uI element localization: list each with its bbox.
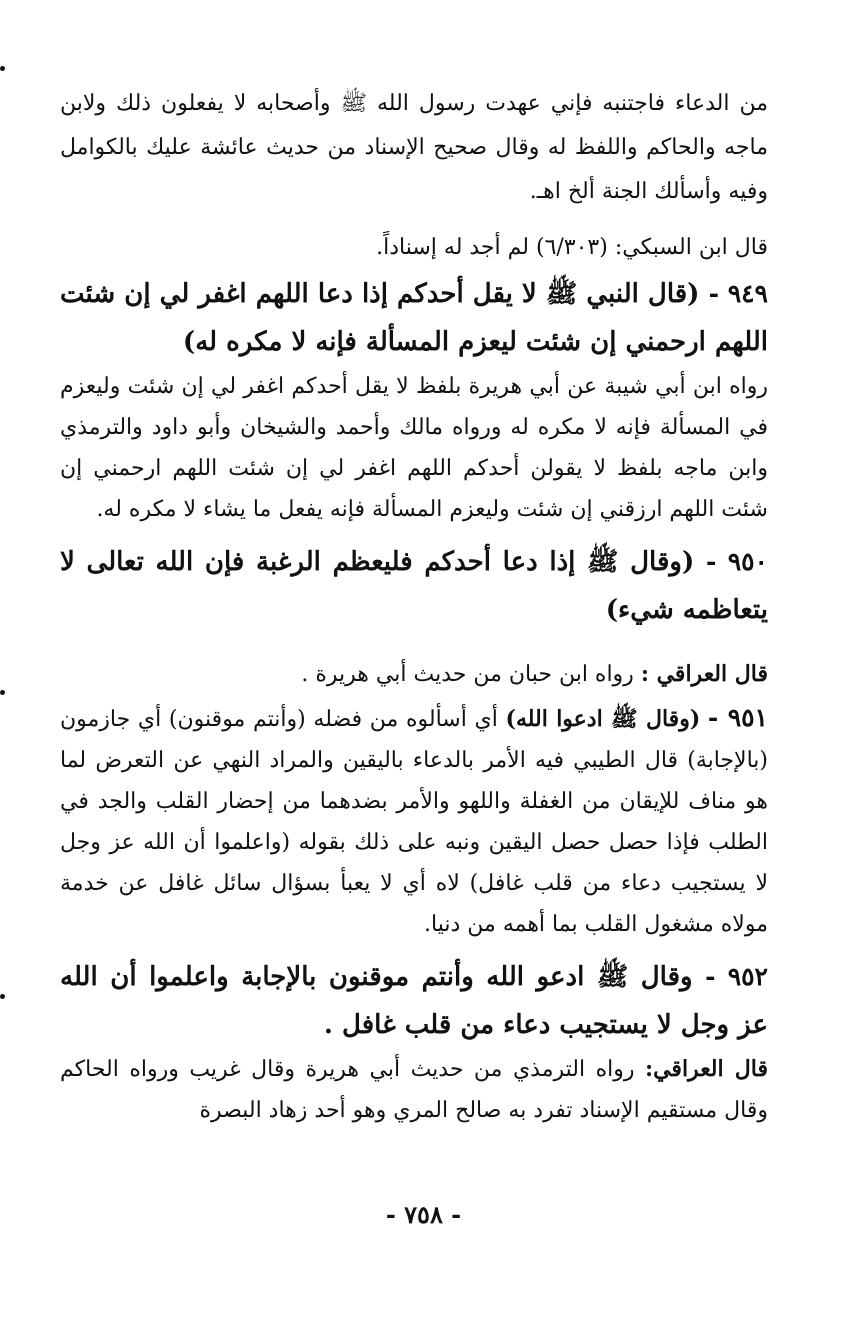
hadith-951-number: ٩٥١ - — [707, 703, 768, 732]
subki-text: (٦/٣٠٣) لم أجد له إسناداً. — [376, 235, 608, 260]
hadith-950-text: (وقال ﷺ إذا دعا أحدكم فليعظم الرغبة فإن الله تعالى لا يتعاظمه شيء) — [60, 547, 768, 625]
hadith-952-number: ٩٥٢ - — [705, 962, 768, 991]
iraqi-950-note — [60, 652, 768, 697]
page-body — [60, 82, 768, 1131]
margin-dot — [0, 66, 5, 71]
margin-dot — [0, 994, 5, 999]
hadith-949-heading — [60, 270, 768, 366]
continuation-paragraph: من الدعاء فاجتنبه فإني عهدت رسول الله ﷺ وأصحابه لا يفعلون ذلك ولابن ماجه والحاكم واللفظ له وقال صحيح الإسناد من حديث عائشة عليك بالكوامل وفيه وأسألك الجنة ألخ اهـ. — [60, 91, 768, 204]
hadith-951-paragraph — [60, 697, 768, 945]
iraqi-952-label: قال العراقي: — [644, 1056, 768, 1082]
iraqi-952-text: رواه الترمذي من حديث أبي هريرة وقال غريب ورواه الحاكم وقال مستقيم الإسناد تفرد به صالح المري وهو أحد زهاد البصرة — [60, 1057, 768, 1123]
hadith-952-heading — [60, 953, 768, 1049]
subki-label: قال ابن السبكي: — [614, 235, 768, 260]
hadith-949-commentary: رواه ابن أبي شيبة عن أبي هريرة بلفظ لا يقل أحدكم اغفر لي إن شئت وليعزم في المسألة فإنه لا مكره له ورواه مالك وأحمد والشيخان وأبو داود والترمذي وابن ماجه بلفظ لا يقولن أحدكم اللهم اغفر لي إن شئت اللهم ارحمني إن شئت اللهم ارزقني إن شئت وليعزم المسألة فإنه يفعل ما يشاء لا مكره له. — [60, 374, 768, 522]
margin-dot — [0, 690, 5, 695]
iraqi-950-text: رواه ابن حبان من حديث أبي هريرة . — [301, 662, 634, 687]
iraqi-950-label: قال العراقي : — [640, 661, 768, 687]
hadith-949-number: ٩٤٩ - — [708, 279, 768, 308]
hadith-951-heading: (وقال ﷺ ادعوا الله) — [505, 706, 701, 732]
hadith-952-text: وقال ﷺ ادعو الله وأنتم موقنون بالإجابة واعلموا أن الله عز وجل لا يستجيب دعاء من قلب غافل . — [60, 962, 768, 1040]
hadith-950-number: ٩٥٠ - — [705, 547, 768, 576]
iraqi-952-note — [60, 1049, 768, 1131]
page-number: - ٧٥٨ - — [385, 1200, 462, 1229]
hadith-949-text: (قال النبي ﷺ لا يقل أحدكم إذا دعا اللهم اغفر لي إن شئت اللهم ارحمني إن شئت ليعزم المسألة فإنه لا مكره له) — [60, 279, 768, 357]
subki-note — [60, 226, 768, 270]
hadith-951-text: أي أسألوه من فضله (وأنتم موقنون) أي جازمون (بالإجابة) قال الطيبي فيه الأمر بالدعاء باليقين والمراد النهي عن التعرض لما هو مناف للإيقان من الغفلة واللهو والأمر بضدهما من إحضار القلب والجد في الطلب فإذا حصل حصل اليقين ونبه على ذلك بقوله (واعلموا أن الله عز وجل لا يستجيب دعاء من قلب غافل) لاه أي لا يعبأ بسؤال سائل غافل عن خدمة مولاه مشغول القلب بما أهمه من دنيا. — [60, 707, 768, 937]
hadith-950-heading — [60, 538, 768, 634]
